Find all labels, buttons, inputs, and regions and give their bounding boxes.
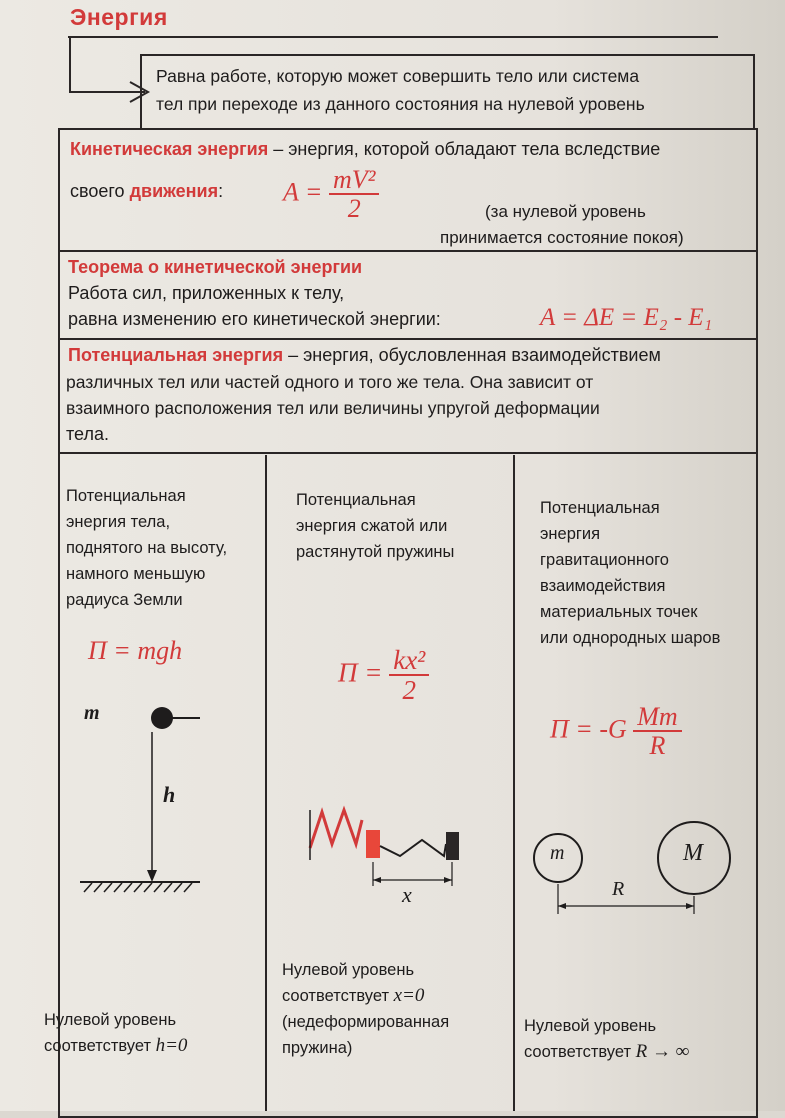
potential-line-2: различных тел или частей одного и того же тела. Она зависит от (66, 372, 594, 392)
kinetic-note-1: (за нулевой уровень (485, 202, 646, 221)
definition-line-2: тел при переходе из данного состояния на нулевой уровень (156, 94, 645, 114)
stretched-spring-icon (380, 840, 446, 856)
col3-zero-1: Нулевой уровень (524, 1017, 657, 1035)
col2-zero-4: пружина) (282, 1039, 353, 1057)
col1-zero-value: h=0 (155, 1035, 188, 1056)
col1-heading-4: намного меньшую (66, 565, 206, 583)
kinetic-text-1: – энергия, которой обладают тела вследствие (268, 139, 661, 159)
kinetic-text-2b: : (218, 181, 224, 201)
mass-label: m (84, 702, 100, 724)
definition-line-1: Равна работе, которую может совершить тело или система (156, 66, 640, 86)
stretched-block-icon (446, 832, 459, 860)
col3-formula-den: R (649, 731, 666, 761)
potential-line-3: взаимного расположения тел или величины упругой деформации (66, 398, 600, 418)
col2-formula (338, 646, 429, 705)
kinetic-formula (283, 166, 379, 223)
col2-heading-3: растянутой пружины (296, 543, 455, 561)
col2-zero-2a: соответствует (282, 987, 394, 1005)
col3-zero-2a: соответствует (524, 1043, 636, 1061)
kinetic-formula-den: 2 (347, 194, 361, 224)
col3-zero-2 (524, 1040, 689, 1064)
potential-line-1 (68, 343, 661, 367)
kinetic-line-2 (70, 179, 223, 203)
column-separator-2 (513, 455, 515, 1111)
kinetic-text-2a: своего (70, 181, 130, 201)
potential-text-1: – энергия, обусловленная взаимодействием (283, 345, 661, 365)
col3-formula-num: Mm (633, 703, 681, 732)
height-arrow-head (147, 870, 157, 882)
distance-label: R (612, 878, 625, 900)
divider-3 (58, 452, 758, 454)
gravity-diagram (522, 810, 752, 930)
col1-heading-2: энергия тела, (66, 513, 171, 531)
potential-term: Потенциальная энергия (68, 345, 284, 365)
theorem-line-2: равна изменению его кинетической энергии: (68, 309, 441, 329)
col3-heading-4: взаимодействия (540, 577, 666, 595)
col2-heading-1: Потенциальная (296, 491, 416, 509)
kinetic-formula-num: mV² (329, 166, 379, 195)
kinetic-note-2: принимается состояние покоя) (440, 228, 684, 247)
col2-heading-2: энергия сжатой или (296, 517, 448, 535)
ground-hatch (84, 883, 192, 892)
spring-diagram (300, 800, 480, 910)
col2-zero-value: x=0 (393, 985, 425, 1006)
divider-2 (58, 338, 758, 340)
col2-zero-3: (недеформированная (282, 1013, 450, 1031)
col3-heading-6: или однородных шаров (540, 629, 721, 647)
col2-formula-num: kx² (389, 646, 429, 676)
kinetic-term-2: движения (129, 181, 219, 201)
col3-formula (550, 703, 682, 760)
theorem-heading: Теорема о кинетической энергии (68, 257, 363, 277)
x-label: x (402, 882, 412, 907)
col2-zero-1: Нулевой уровень (282, 961, 415, 979)
potential-line-4: тела. (66, 424, 109, 444)
col3-heading-3: гравитационного (540, 551, 669, 569)
col1-heading-5: радиуса Земли (66, 591, 183, 609)
theorem-line-1: Работа сил, приложенных к телу, (68, 283, 345, 303)
col2-formula-den: 2 (402, 675, 416, 706)
col3-formula-lhs: П = -G (550, 714, 634, 744)
column-separator-1 (265, 455, 267, 1111)
col3-zero-value: R → ∞ (635, 1041, 690, 1062)
wall-spring-icon (310, 810, 362, 848)
kinetic-formula-lhs: A = (283, 177, 329, 207)
height-label: h (163, 782, 176, 807)
small-mass-label: m (550, 842, 565, 864)
kinetic-term: Кинетическая энергия (70, 139, 269, 159)
theorem-formula: A = ΔE = E₂ - E₁ (540, 304, 713, 331)
title-rule (68, 36, 718, 38)
col1-zero-2a: соответствует (44, 1037, 156, 1055)
col3-heading-5: материальных точек (540, 603, 698, 621)
col3-heading-2: энергия (540, 525, 601, 543)
col3-heading-1: Потенциальная (540, 499, 660, 517)
col1-formula: П = mgh (88, 636, 183, 665)
compressed-block-icon (366, 830, 380, 858)
divider-1 (58, 250, 758, 252)
col1-heading-3: поднятого на высоту, (66, 539, 228, 557)
big-mass-label: M (683, 840, 703, 866)
col1-heading-1: Потенциальная (66, 487, 186, 505)
page-title: Энергия (70, 4, 168, 30)
col2-zero-2 (282, 984, 424, 1008)
col1-zero-2 (44, 1034, 187, 1058)
col1-zero-1: Нулевой уровень (44, 1011, 177, 1029)
definition-box (140, 54, 755, 130)
col2-formula-lhs: П = (338, 657, 390, 688)
kinetic-line-1 (70, 137, 660, 161)
